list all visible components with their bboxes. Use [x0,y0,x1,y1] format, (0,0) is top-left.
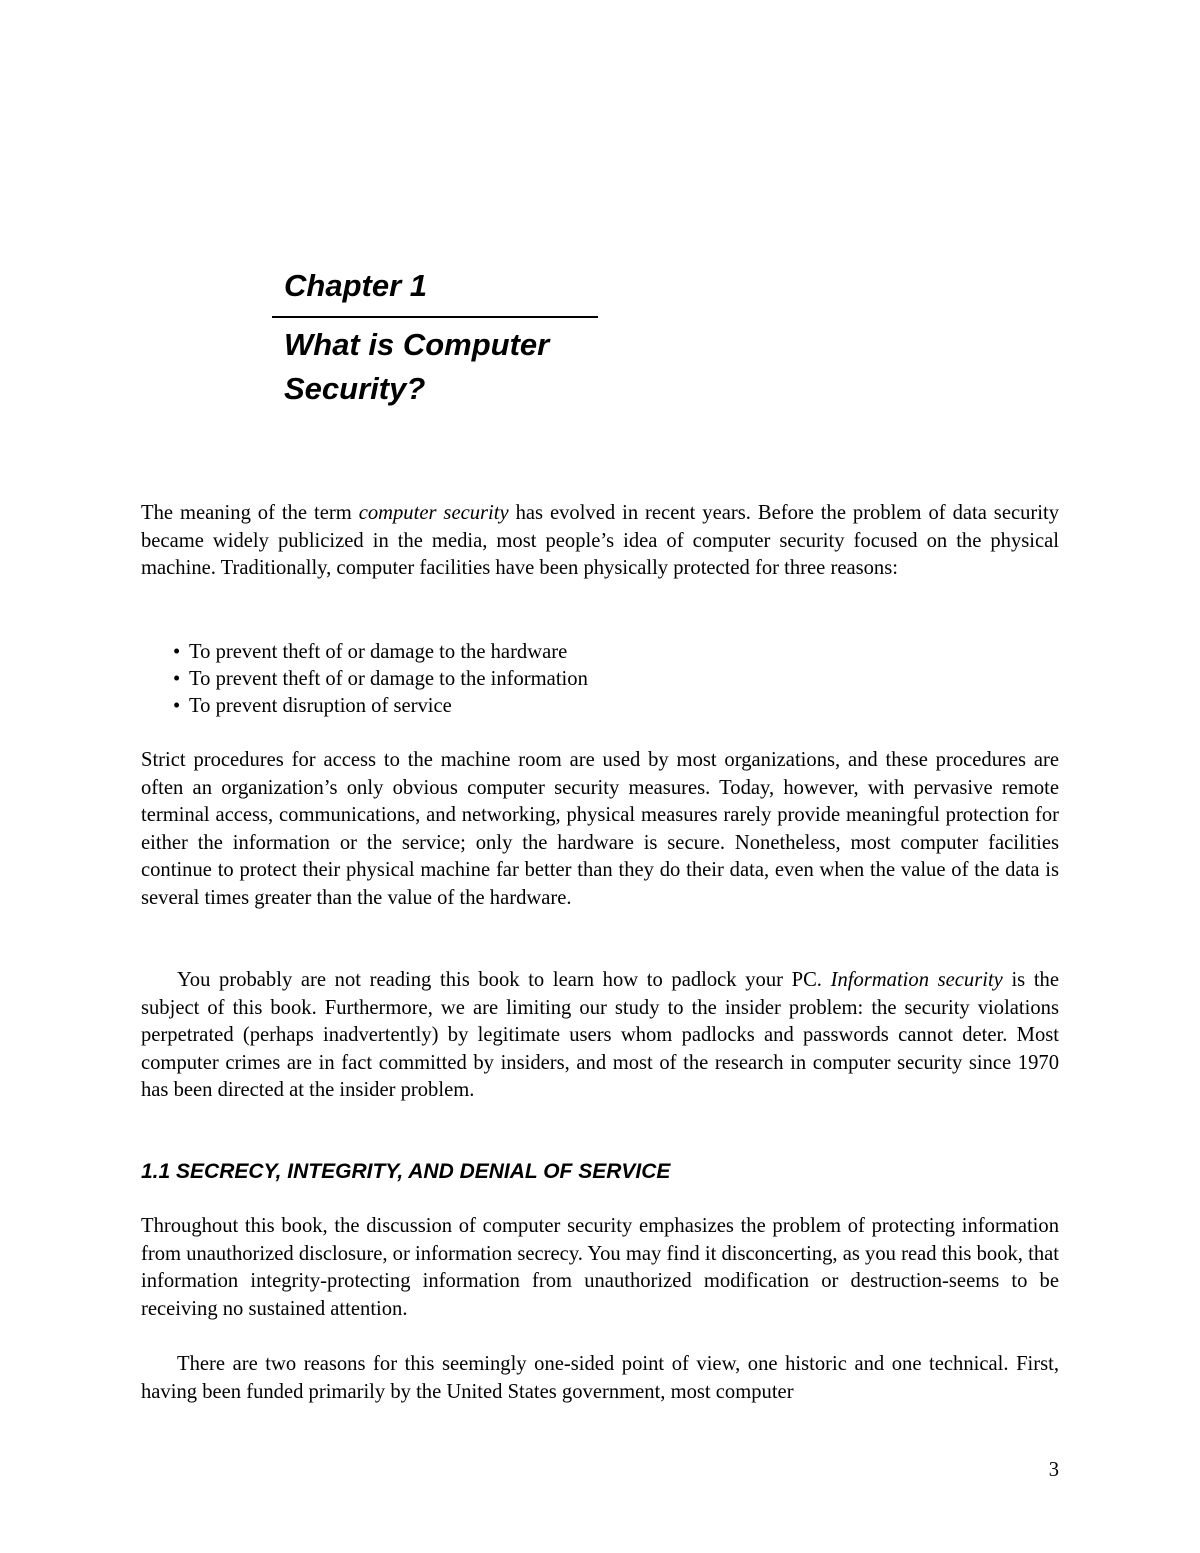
intro-text-after: has evolved in recent years. Before the problem of data security became widely publicized in the media, most people’s idea of computer security focused on the physical machine. Traditionally, computer facilities have been physically protected for three reasons: [141,502,1060,580]
infosec-text-before: You probably are not reading this book to learn how to padlock your PC. [177,969,831,991]
infosec-term: Information security [830,969,1003,991]
chapter-divider [272,316,598,318]
intro-term-computer-security: computer security [358,502,509,524]
paragraph-secrecy: Throughout this book, the discussion of computer security emphasizes the problem of protecting information from unauthorized disclosure, or information secrecy. You may find it disconcerting, as you read this book, that information integrity-protecting information from unauthorized modification or destruction-seems to be receiving no sustained attention. [141,1215,1059,1320]
paragraph-two-reasons: There are two reasons for this seemingly one-sided point of view, one historic and one technical. First, having been funded primarily by the United States government, most computer [141,1353,1059,1403]
list-item: • To prevent theft of or damage to the hardware [173,639,588,666]
list-item: • To prevent theft of or damage to the information [173,666,588,693]
chapter-title-line2: Security? [284,371,426,406]
chapter-title [272,323,598,411]
list-item: • To prevent disruption of service [173,693,588,720]
intro-text-before: The meaning of the term [141,502,359,524]
section-heading: 1.1 SECRECY, INTEGRITY, AND DENIAL OF SERVICE [141,1160,671,1183]
paragraph-information-security [141,967,1059,1105]
chapter-title-line1: What is Computer [284,327,550,362]
chapter-header [272,262,598,411]
infosec-text-after: is the subject of this book. Furthermore, we are limiting our study to the insider problem: the security violations perpetrated (perhaps inadvertently) by legitimate users whom padlocks and passwords cannot deter. Most computer crimes are in fact committed by insiders, and most of the research in computer security since 1970 has been directed at the insider problem. [141,969,1059,1102]
chapter-label: Chapter 1 [284,268,427,303]
paragraph-procedures: Strict procedures for access to the machine room are used by most organizations, and these procedures are often an organization’s only obvious computer security measures. Today, however, with pervasive remote terminal access, communications, and networking, physical measures rarely provide meaningful protection for either the information or the service; only the hardware is secure. Nonetheless, most computer facilities continue to protect their physical machine far better than they do their data, even when the value of the data is several times greater than the value of the hardware. [141,749,1059,909]
paragraph-intro [141,500,1059,583]
reasons-list [173,639,588,721]
page-number: 3 [1048,1459,1059,1481]
